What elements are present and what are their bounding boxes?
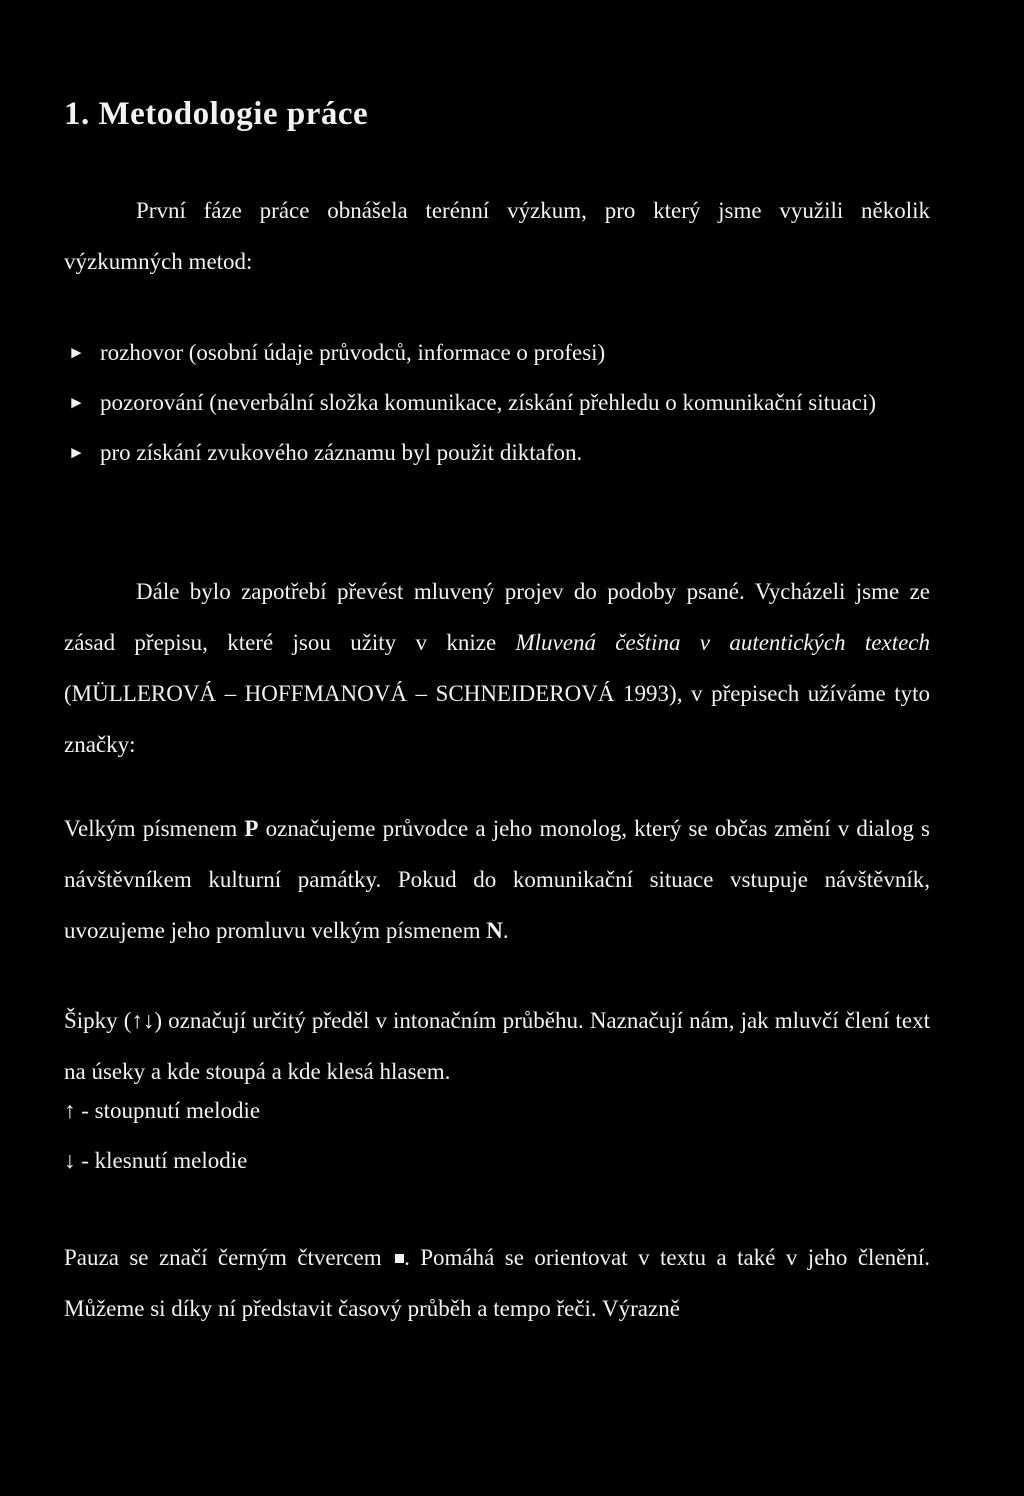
- speaker-text-start: Velkým písmenem: [64, 816, 245, 841]
- triangle-bullet-icon: ►: [68, 393, 85, 412]
- speaker-marks-paragraph: [64, 803, 930, 956]
- transcription-text-end: (MÜLLEROVÁ – HOFFMANOVÁ – SCHNEIDEROVÁ 1993), v přepisech užíváme tyto značky:: [64, 681, 930, 757]
- pause-text-start: Pauza se značí černým čtvercem: [64, 1245, 382, 1270]
- methods-list: [64, 328, 930, 478]
- intro-paragraph: První fáze práce obnášela terénní výzkum, pro který jsme využili několik výzkumných metod:: [64, 198, 930, 274]
- arrows-paragraph: Šipky (↑↓) označují určitý předěl v intonačním průběhu. Naznačují nám, jak mluvčí člení text na úseky a kde stoupá a kde klesá hlasem.: [64, 1008, 930, 1084]
- triangle-bullet-icon: ►: [68, 343, 85, 362]
- section-heading: 1. Metodologie práce: [64, 96, 369, 132]
- pause-text-end: . Pomáhá se orientovat v textu a také v jeho členění. Můžeme si díky ní představit časový průběh a tempo řeči. Výrazně: [64, 1245, 931, 1321]
- list-item: [64, 428, 930, 478]
- speaker-text-middle: označujeme průvodce a jeho monolog, který se občas změní v dialog s návštěvníkem kulturní památky. Pokud do komunikační situace vstupuje návštěvník, uvozujeme jeho promluvu velkým písmenem: [64, 816, 930, 943]
- transcription-paragraph: [64, 566, 930, 770]
- transcription-text-start: Dále bylo zapotřebí převést mluvený projev do podoby psané. Vycházeli jsme ze zásad přepisu, které jsou užity v knize: [64, 579, 930, 655]
- mark-p: P: [244, 816, 259, 841]
- list-item: [64, 378, 930, 428]
- black-square-icon: [395, 1254, 404, 1263]
- pause-paragraph: [64, 1232, 930, 1334]
- triangle-bullet-icon: ►: [68, 443, 85, 462]
- list-item-text: pro získání zvukového záznamu byl použit diktafon.: [100, 440, 583, 465]
- mark-n: N: [486, 918, 503, 943]
- list-item-text: pozorování (neverbální složka komunikace, získání přehledu o komunikační situaci): [100, 390, 877, 415]
- speaker-text-end: .: [502, 918, 509, 943]
- list-item-text: rozhovor (osobní údaje průvodců, informace o profesi): [100, 340, 606, 365]
- book-title: Mluvená čeština v autentických textech: [515, 630, 930, 655]
- list-item: [64, 328, 930, 378]
- arrow-up-legend: ↑ - stoupnutí melodie: [64, 1098, 261, 1123]
- arrow-down-legend: ↓ - klesnutí melodie: [64, 1148, 248, 1173]
